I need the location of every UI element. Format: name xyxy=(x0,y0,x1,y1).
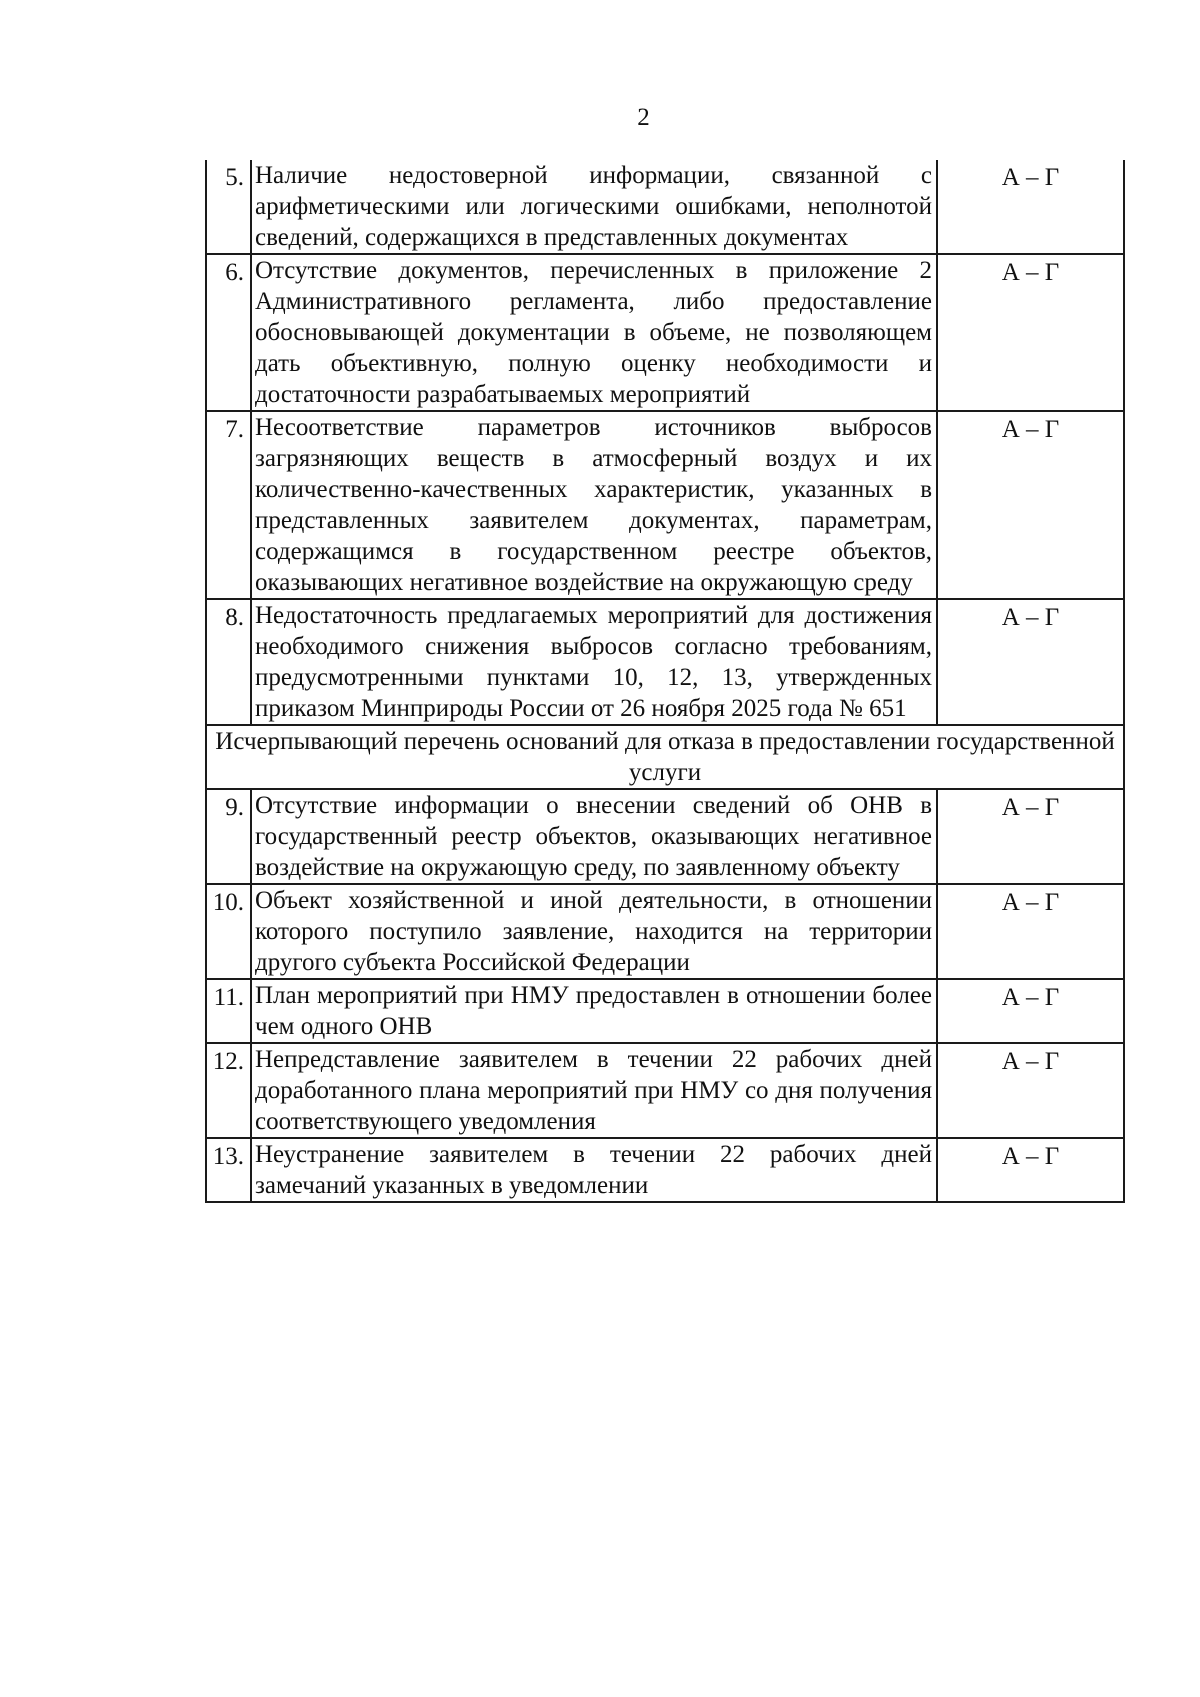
row-code: А – Г xyxy=(937,1043,1124,1138)
row-text: Непредставление заявителем в течении 22 рабочих дней доработанного плана мероприятий при НМУ со дня получения соответствующего уведомления xyxy=(251,1043,937,1138)
table-row xyxy=(206,789,1124,884)
table-row xyxy=(206,599,1124,725)
row-code: А – Г xyxy=(937,254,1124,411)
row-text: Отсутствие документов, перечисленных в приложение 2 Административного регламента, либо предоставление обосновывающей документации в объеме, не позволяющем дать объективную, полную оценку необходимости и достаточности разрабатываемых мероприятий xyxy=(251,254,937,411)
row-number: 7. xyxy=(206,411,251,599)
section-heading: Исчерпывающий перечень оснований для отказа в предоставлении государственной услуги xyxy=(206,725,1124,789)
row-number: 9. xyxy=(206,789,251,884)
row-number: 10. xyxy=(206,884,251,979)
table-row xyxy=(206,1138,1124,1202)
table-row xyxy=(206,160,1124,254)
table-row xyxy=(206,884,1124,979)
grounds-table xyxy=(205,160,1125,1203)
row-text: Неустранение заявителем в течении 22 рабочих дней замечаний указанных в уведомлении xyxy=(251,1138,937,1202)
row-number: 5. xyxy=(206,160,251,254)
row-number: 8. xyxy=(206,599,251,725)
row-text: План мероприятий при НМУ предоставлен в отношении более чем одного ОНВ xyxy=(251,979,937,1043)
row-number: 13. xyxy=(206,1138,251,1202)
row-text: Наличие недостоверной информации, связанной с арифметическими или логическими ошибками, неполнотой сведений, содержащихся в представленных документах xyxy=(251,160,937,254)
row-code: А – Г xyxy=(937,160,1124,254)
section-heading-row xyxy=(206,725,1124,789)
row-code: А – Г xyxy=(937,884,1124,979)
row-text: Объект хозяйственной и иной деятельности, в отношении которого поступило заявление, находится на территории другого субъекта Российской Федерации xyxy=(251,884,937,979)
row-code: А – Г xyxy=(937,599,1124,725)
row-code: А – Г xyxy=(937,411,1124,599)
row-number: 12. xyxy=(206,1043,251,1138)
table-row xyxy=(206,254,1124,411)
row-text: Отсутствие информации о внесении сведений об ОНВ в государственный реестр объектов, оказывающих негативное воздействие на окружающую среду, по заявленному объекту xyxy=(251,789,937,884)
table-row xyxy=(206,411,1124,599)
row-number: 11. xyxy=(206,979,251,1043)
page-number: 2 xyxy=(637,104,650,131)
row-code: А – Г xyxy=(937,789,1124,884)
row-text: Несоответствие параметров источников выбросов загрязняющих веществ в атмосферный воздух и их количественно-качественных характеристик, указанных в представленных заявителем документах, параметрам, содержащимся в государственном реестре объектов, оказывающих негативное воздействие на окружающую среду xyxy=(251,411,937,599)
row-text: Недостаточность предлагаемых мероприятий для достижения необходимого снижения выбросов согласно требованиям, предусмотренными пунктами 10, 12, 13, утвержденных приказом Минприроды России от 26 ноября 2025 года № 651 xyxy=(251,599,937,725)
table-row xyxy=(206,1043,1124,1138)
row-number: 6. xyxy=(206,254,251,411)
table-row xyxy=(206,979,1124,1043)
row-code: А – Г xyxy=(937,979,1124,1043)
row-code: А – Г xyxy=(937,1138,1124,1202)
